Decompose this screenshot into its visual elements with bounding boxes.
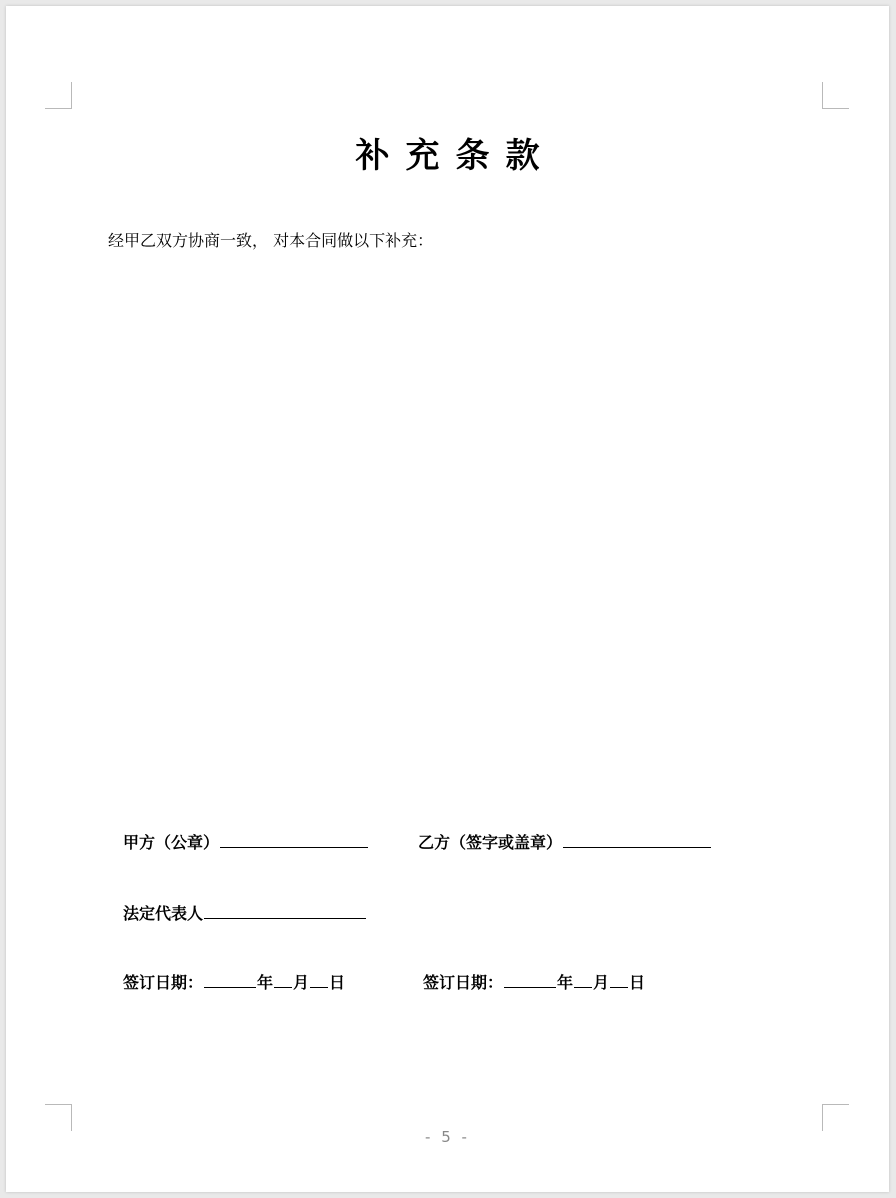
- party-a-signature-blank[interactable]: [220, 846, 368, 848]
- party-a-sign-date-row: [123, 970, 345, 993]
- document-page: [6, 6, 889, 1192]
- party-b-year-blank[interactable]: [504, 986, 556, 988]
- party-a-year-label: 年: [257, 973, 274, 992]
- party-b-sign-date-row: [423, 970, 645, 993]
- party-b-signature-blank[interactable]: [563, 846, 711, 848]
- party-a-day-blank[interactable]: [310, 986, 328, 988]
- crop-mark-top-left: [45, 82, 72, 109]
- crop-mark-bottom-right: [822, 1104, 849, 1131]
- party-a-label: 甲方（公章）: [123, 833, 220, 852]
- party-b-signature-row: [418, 830, 712, 853]
- legal-rep-label: 法定代表人: [123, 904, 204, 923]
- party-b-month-label: 月: [593, 973, 610, 992]
- party-a-day-label: 日: [329, 973, 346, 992]
- party-a-year-blank[interactable]: [204, 986, 256, 988]
- intro-paragraph: 经甲乙双方协商一致， 对本合同做以下补充：: [108, 231, 434, 250]
- party-b-year-label: 年: [557, 973, 574, 992]
- page-number: - 5 -: [425, 1128, 470, 1146]
- document-title: 补充条款: [355, 136, 556, 176]
- party-a-month-label: 月: [293, 973, 310, 992]
- legal-rep-row: [123, 901, 367, 924]
- crop-mark-bottom-left: [45, 1104, 72, 1131]
- party-a-sign-date-label: 签订日期：: [123, 973, 204, 992]
- party-a-month-blank[interactable]: [274, 986, 292, 988]
- party-b-sign-date-label: 签订日期：: [423, 973, 504, 992]
- party-b-month-blank[interactable]: [574, 986, 592, 988]
- party-b-label: 乙方（签字或盖章）: [418, 833, 563, 852]
- legal-rep-signature-blank[interactable]: [204, 917, 366, 919]
- crop-mark-top-right: [822, 82, 849, 109]
- party-b-day-blank[interactable]: [610, 986, 628, 988]
- party-b-day-label: 日: [629, 973, 646, 992]
- party-a-signature-row: [123, 830, 369, 853]
